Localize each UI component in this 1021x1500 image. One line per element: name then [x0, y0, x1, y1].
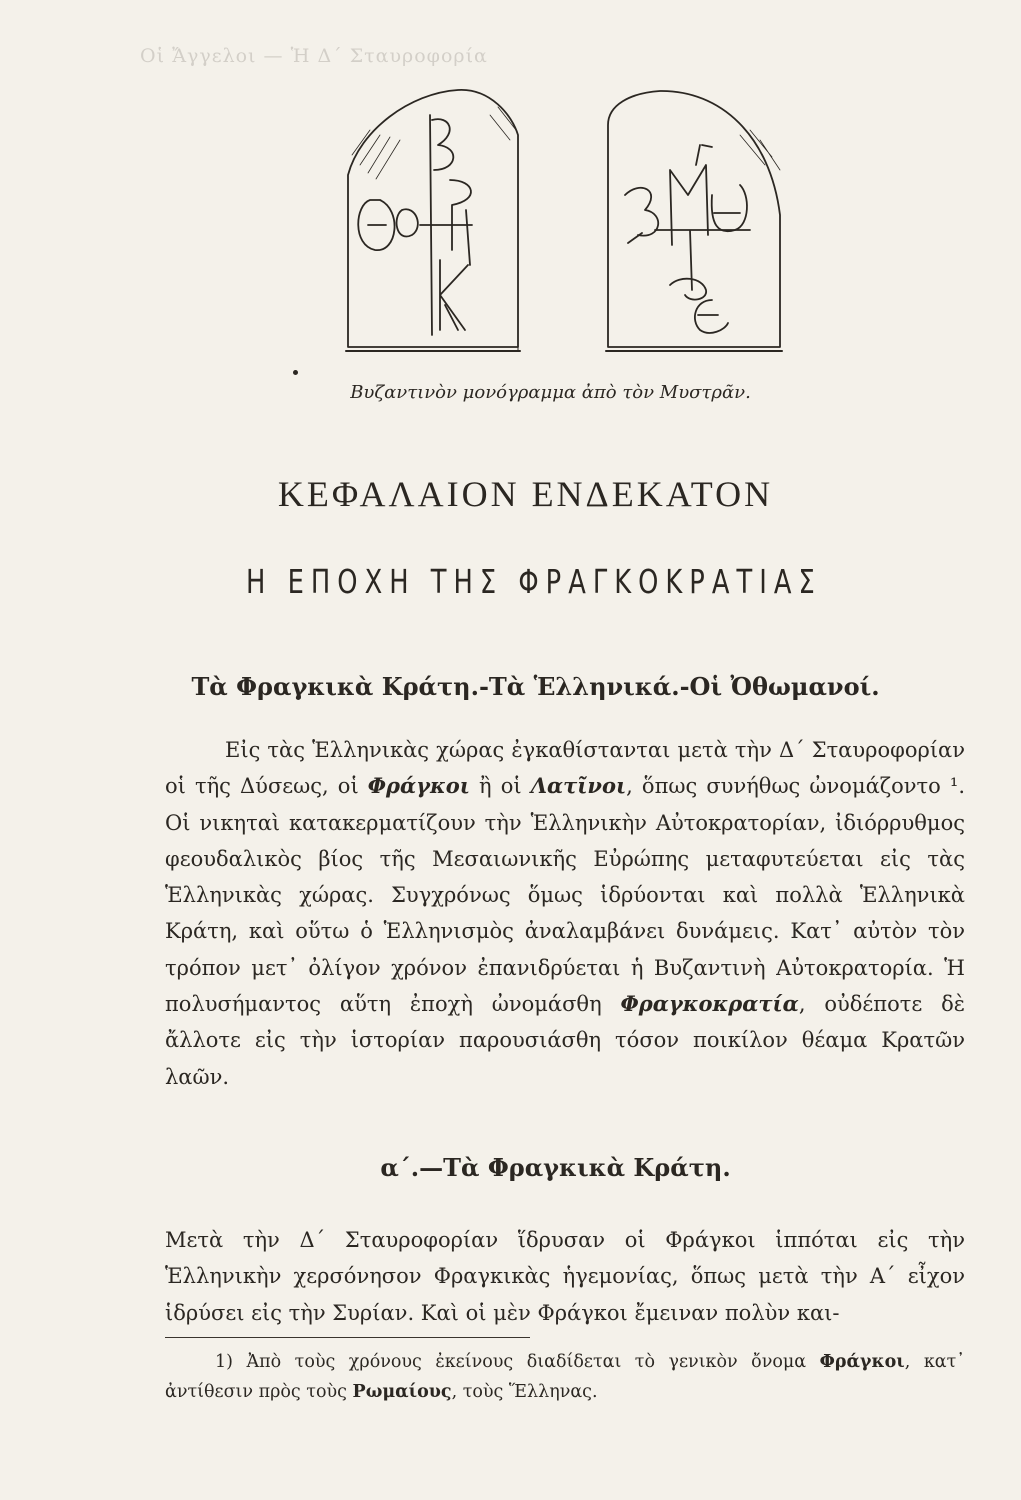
- paragraph-1-text-c: , ὅπως συνήθως ὠνομάζοντο ¹. Οἱ νικηταὶ κατακερματίζουν τὴν Ἑλληνικὴν Αὐτοκρατορίαν, ἰδιόρρυθμος φεουδαλικὸς βίος τῆς Μεσαιωνικῆς Εὐρώπης μεταφυτεύεται εἰς τὰς Ἑλληνικὰς χώρας. Συγχρόνως ὅμως ἱδρύονται καὶ πολλὰ Ἑλληνικὰ Κράτη, καὶ οὕτω ὁ Ἑλληνισμὸς ἀναλαμβάνει δυνάμεις. Κατ᾽ αὐτὸν τὸν τρόπον μετ᾽ ὀλίγον χρόνον ἐπανιδρύεται ἡ Βυζαντινὴ Αὐτοκρατορία. Ἡ πολυσήμαντος αὕτη ἐποχὴ ὠνομάσθη: [165, 774, 965, 1017]
- left-monogram-beta: [432, 119, 453, 170]
- footnote-text-c: , τοὺς Ἕλληνας.: [451, 1382, 598, 1402]
- right-monogram-eta: [712, 185, 747, 231]
- footnote-text-a: Ἀπὸ τοὺς χρόνους ἐκείνους διαδίδεται τὸ γενικὸν ὄνομα: [232, 1352, 820, 1372]
- footnote-text-b: , κατ᾽ ἀντίθεσιν πρὸς τοὺς: [165, 1352, 966, 1402]
- footnote-term-romans: Ρωμαίους: [352, 1382, 452, 1402]
- right-monogram-zeta: [625, 188, 658, 243]
- figure-caption: Βυζαντινὸν μονόγραμμα ἀπὸ τὸν Μυστρᾶν.: [350, 382, 751, 403]
- paragraph-1: [165, 732, 965, 1095]
- monogram-figure: [340, 85, 790, 375]
- term-frankokratia: Φραγκοκρατία: [620, 991, 799, 1017]
- left-monogram-kappa: [440, 260, 468, 330]
- footnote-term-franks: Φράγκοι: [819, 1352, 905, 1372]
- right-tablet-outline: [608, 91, 780, 347]
- paragraph-1-text-b: ἢ οἱ: [469, 774, 531, 799]
- term-franks: Φράγκοι: [367, 773, 470, 799]
- chapter-title: Η ΕΠΟΧΗ ΤΗΣ ΦΡΑΓΚΟΚΡΑΤΙΑΣ: [246, 562, 822, 601]
- bleed-through-header: Οἱ Ἄγγελοι — Ἡ Δ΄ Σταυροφορία: [140, 45, 488, 67]
- paragraph-2: Μετὰ τὴν Δ΄ Σταυροφορίαν ἵδρυσαν οἱ Φράγκοι ἱππόται εἰς τὴν Ἑλληνικὴν χερσόνησον Φραγκικὰς ἡγεμονίας, ὅπως μετὰ τὴν Α΄ εἶχον ἱδρύσει εἰς τὴν Συρίαν. Καὶ οἱ μὲν Φράγκοι ἔμειναν πολὺν και-: [165, 1228, 965, 1325]
- footnote-number: 1): [215, 1352, 233, 1372]
- right-monogram-epsilon: [695, 300, 728, 333]
- left-tablet-outline: [348, 90, 518, 347]
- paragraph-1-text-d: , οὐδέποτε δὲ ἄλλοτε εἰς τὴν ἱστορίαν παρουσιάσθη τόσον ποικίλον θέαμα Κρατῶν λαῶν.: [165, 992, 965, 1089]
- left-monogram-omicron: [397, 209, 418, 236]
- paragraph-1-text-a: Εἰς τὰς Ἑλληνικὰς χώρας ἐγκαθίστανται μετὰ τὴν Δ΄ Σταυροφορίαν οἱ τῆς Δύσεως, οἱ: [165, 738, 965, 799]
- footnote-divider: [165, 1337, 530, 1338]
- left-monogram-theta: [358, 200, 394, 250]
- term-latins: Λατῖνοι: [530, 773, 627, 799]
- right-monogram-mu: [670, 165, 708, 245]
- right-monogram-tau: [655, 230, 750, 290]
- footnote: [165, 1347, 965, 1407]
- section-title: Τὰ Φραγκικὰ Κράτη.-Τὰ Ἑλληνικά.-Οἱ Ὀθωμανοί.: [191, 672, 880, 701]
- chapter-number: ΚΕΦΑΛΑΙΟΝ ΕΝΔΕΚΑΤΟΝ: [277, 474, 774, 514]
- monogram-drawing: [340, 85, 790, 375]
- subsection-title: α΄.—Τὰ Φραγκικὰ Κράτη.: [380, 1153, 731, 1182]
- figure-dot: [293, 370, 298, 375]
